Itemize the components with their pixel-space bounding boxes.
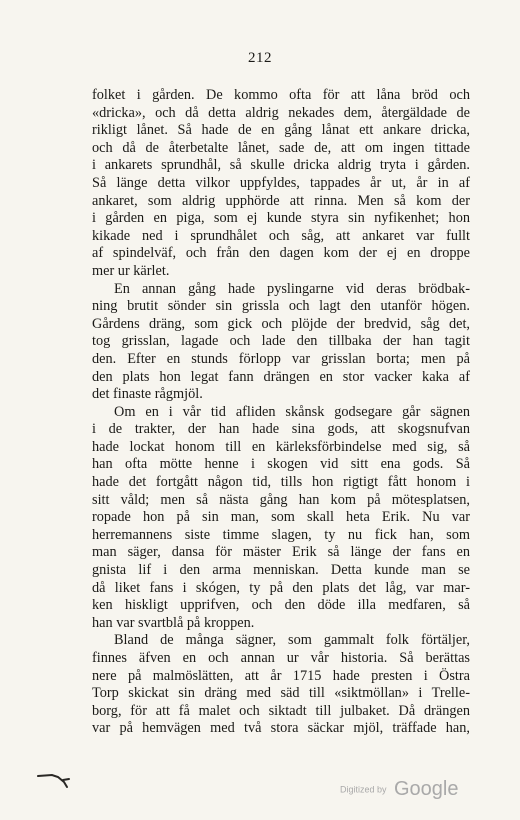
text-line: hade det fortgått någon tid, tills hon rigtigt fått honom i [92, 474, 470, 491]
text-line: Torp skickat sin dräng med säd till «siktmöllan» i Trelle- [92, 685, 470, 702]
text-line: Gårdens dräng, som gick och plöjde der bredvid, såg det, [92, 315, 470, 332]
text-line: det finaste rågmjöl. [92, 386, 203, 403]
text-line: ken hiskligt upprifven, och den döde illa medfaren, så [92, 597, 470, 614]
digitized-watermark [340, 778, 458, 801]
text-line: den. Efter en stunds förlopp var grisslan borta; men på [92, 350, 470, 367]
text-line: borg, för att få malet och siktadt till julbaket. Då drängen [92, 702, 470, 719]
text-line: sitt våld; men så nästa gång han kom på mötesplatsen, [92, 491, 470, 508]
google-logo-text: Google [393, 778, 459, 800]
body-text [92, 87, 470, 738]
text-line: finnes äfven en och annan ur vår historia. Så berättas [92, 650, 470, 666]
text-line: ankaret, som aldrig upphörde att rinna. Men så kom der [92, 192, 470, 209]
text-line: Så länge detta vilkor uppfyldes, tappades år ut, år in af [92, 174, 470, 191]
ink-mark [36, 768, 76, 790]
text-line: och då de återbetalte lånet, sade de, att om ingen tittade [92, 139, 470, 156]
text-line: tog grisslan, lagade och lade den tillbaka der han tagit [92, 333, 470, 350]
text-line: den plats hon legat fann drängen en stor vacker kaka af [92, 368, 470, 385]
text-line: då liket fans i skógen, ty på den plats det låg, var mar- [92, 579, 470, 596]
text-line: herremannens siste timme slagen, ty nu fick han, som [92, 526, 470, 543]
text-line: i gården en piga, som ej kunde styra sin nyfikenhet; hon [92, 210, 470, 227]
text-line: nere på malmöslätten, att år 1715 hade presten i Östra [92, 667, 470, 684]
text-line: ning brutit sönder sin grissla och lagt den utanför högen. [92, 298, 470, 315]
text-line: i de trakter, der han hade sina gods, att skogsnufvan [92, 421, 470, 438]
text-line: hade lockat honom till en kärleksförbindelse med sig, så [92, 438, 470, 455]
text-line: En annan gång hade pyslingarne vid deras brödbak- [114, 280, 470, 297]
text-line: han ofta mötte henne i skogen vid sitt ena gods. Så [92, 456, 470, 473]
text-line: mer ur kärlet. [92, 262, 170, 279]
text-line: rikligt lånet. Så hade de en gång lånat ett ankare dricka, [92, 122, 470, 139]
digitized-by-label: Digitized by [340, 784, 387, 795]
text-line: han var svartblå på kroppen. [92, 614, 255, 631]
text-line: Bland de många sägner, som gammalt folk förtäljer, [114, 632, 470, 649]
text-line: kikade ned i sprundhålet och såg, att ankaret var fullt [92, 227, 470, 244]
text-line: af spindelväf, och från den dagen kom der ej en droppe [92, 245, 470, 262]
text-line: Om en i vår tid afliden skånsk godsegare går sägnen [114, 403, 470, 420]
text-line: ropade hon på sin man, som skall heta Erik. Nu var [92, 509, 470, 526]
text-line: folket i gården. De kommo ofta för att låna bröd och [92, 87, 470, 103]
text-line: gnista lif i den arma menniskan. Detta kunde man se [92, 562, 470, 579]
text-line: «dricka», och då detta aldrig nekades dem, återgäldade de [92, 104, 470, 121]
text-line: i ankarets sprundhål, så skulle dricka aldrig tryta i gården. [92, 157, 470, 174]
text-line: var på hemvägen med två stora säckar mjöl, träffade han, [92, 720, 470, 737]
page-number: 212 [248, 50, 272, 66]
text-line: man säger, dansa för mäster Erik så länge der fans en [92, 544, 470, 561]
